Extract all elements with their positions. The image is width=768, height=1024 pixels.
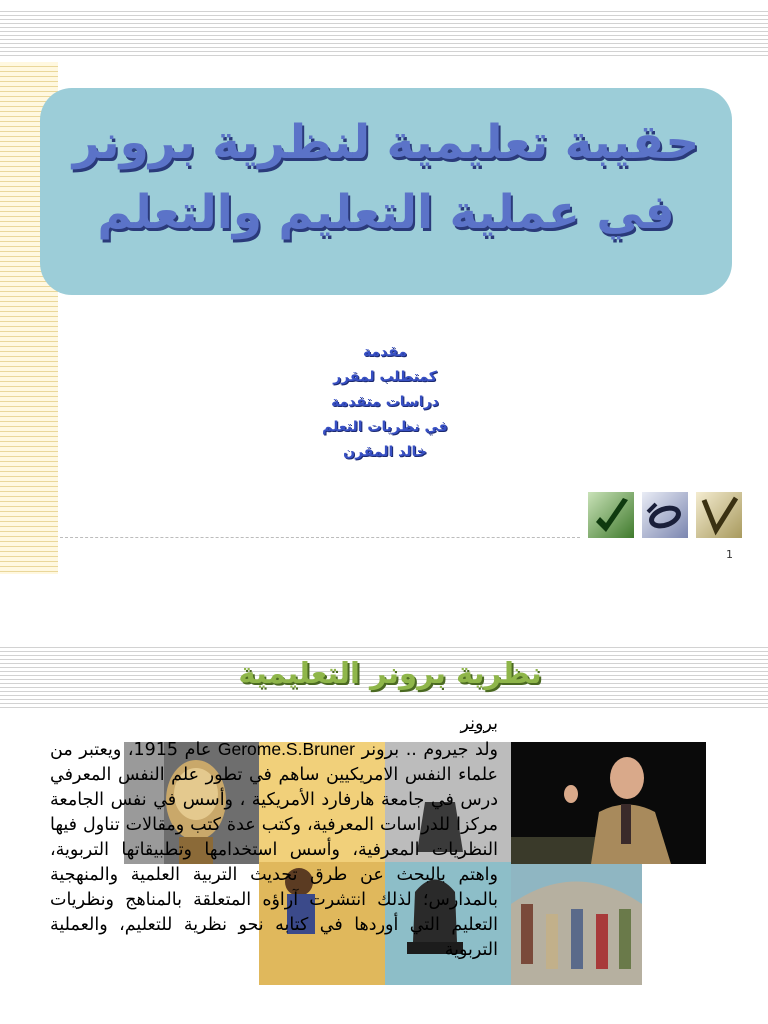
bruner-portrait-photo [511,742,706,864]
subtitle-block [270,340,500,465]
bio-text-start: ولد جيروم .. برونر [355,740,499,760]
slide2-title: نظرية برونر التعليمية [238,656,542,690]
title-line-2: في عملية التعليم والتعلم [97,185,675,240]
slide1-title [40,108,732,248]
subtitle-line: في نظريات التعلم [322,419,448,435]
footer-divider [60,537,580,538]
page-number: 1 [726,548,733,561]
bruner-heading: برونر [460,714,498,734]
subtitle-line: مقدمة [363,344,407,360]
script-o-icon [642,492,688,538]
subtitle-line: كمتطلب لمقرر [333,369,437,385]
script-v-icon [696,492,742,538]
bruner-english-name: Gerome.S.Bruner [217,739,355,759]
top-stripes [0,8,768,56]
bio-paragraph [50,737,498,963]
fresco-painting-photo [511,864,642,985]
subtitle-line: خالد المقرن [343,444,427,460]
bio-text-rest: عام 1915، ويعتبر من علماء النفس الامريكيين ساهم في تطور علم النفس المعرفي درس في جامعة هارفارد الأمريكية ، وأسس في نفس الجامعة مركزا للدراسات المعرفية، وكتب عدة كتب ومقالات تناول فيها النظريات المعرفية، وأسس استخدامها وتطبيقاتها التربوية، واهتم بالبحث عن طرق تحديث التربية العلمية والمنهجية بالمدارس؛ لذلك انتشرت آراؤه المتعلقة بالمناهج ونظريات التعليم التي أوردها في كتابه نحو نظرية للتعليم، والعملية التربوية [50,740,498,960]
subtitle-line: دراسات متقدمة [331,394,439,410]
bruner-bio-text [50,712,498,963]
title-line-1: حقيبة تعليمية لنظرية برونر [72,115,700,170]
check-mark-icon [588,492,634,538]
